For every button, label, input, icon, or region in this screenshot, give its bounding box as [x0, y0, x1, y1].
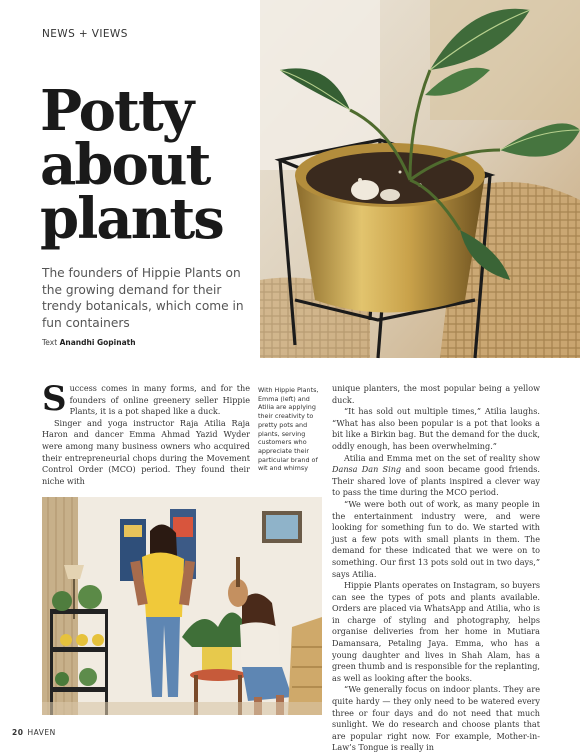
headline [40, 78, 255, 252]
body-paragraph: “We were both out of work, as many people in the entertainment industry were, and were looking for something fun to do. We started with just a few pots with small plants in them. The demand for these indicated that we were on to something. Our first 13 pots sold out in two days,” says Atilia. [332, 498, 540, 579]
magazine-name: HAVEN [27, 728, 56, 737]
body-column-2 [332, 383, 540, 753]
body-paragraph [42, 379, 250, 419]
standfirst: The founders of Hippie Plants on the growing demand for their trendy botanicals, which come in fun containers [42, 266, 244, 330]
body-text: uccess comes in many forms, and for the founders of online greenery seller Hippie Plants, it is a pot shaped like a duck. [69, 383, 250, 417]
hero-photo [260, 0, 580, 358]
byline [42, 338, 136, 347]
body-paragraph: unique planters, the most popular being a yellow duck. [332, 383, 540, 405]
show-title: Dansa Dan Sing [332, 464, 402, 475]
page-number: 20 [12, 728, 24, 737]
body-column-1 [42, 379, 250, 488]
photo-caption: With Hippie Plants, Emma (left) and Atilia are applying their creativity to pretty pots and plants, serving customers who appreciate their particular brand of wit and whimsy [258, 386, 319, 473]
hero-plant-illustration [260, 0, 580, 358]
body-text: Atilia and Emma met on the set of reality show [344, 452, 540, 463]
byline-prefix: Text [42, 338, 58, 347]
body-text: and soon became good friends. Their shared love of plants inspired a clever way to pass the time during the MCO period. [332, 464, 540, 498]
body-paragraph: Singer and yoga instructor Raja Atilia Raja Haron and dancer Emma Ahmad Yazid Wyder were among many business owners who acquired their entrepreneurial chops during the Movement Control Order (MCO) period. They found their niche with [42, 417, 250, 486]
founders-illustration [42, 497, 322, 715]
section-label: NEWS + VIEWS [42, 28, 128, 40]
page-footer [12, 728, 56, 737]
byline-author: Anandhi Gopinath [59, 338, 136, 347]
body-paragraph: “It has sold out multiple times,” Atilia laughs. “What has also been popular is a pot that looks a bit like a Birkin bag. But the demand for the duck, oddly enough, has been overwhelming.” [332, 406, 540, 451]
founders-photo [42, 497, 322, 715]
headline-line-2: about [40, 132, 210, 198]
body-paragraph: Hippie Plants operates on Instagram, so buyers can see the types of pots and plants available. Orders are placed via WhatsApp and Atilia, who is in charge of styling and photography, helps organise deliveries from her home in Mutiara Damansara, Petaling Jaya. Emma, who has a young daughter and lives in Shah Alam, has a green thumb and is responsible for the replanting, as well as looking after the books. [332, 580, 540, 683]
headline-line-3: plants [40, 186, 223, 252]
body-paragraph: “We generally focus on indoor plants. They are quite hardy — they only need to be watered every three or four days and do not need that much sunlight. We do research and choose plants that are popular right now. For example, Mother-in-Law’s Tongue is really in [332, 684, 540, 753]
body-paragraph [332, 453, 540, 499]
drop-cap: S [42, 379, 67, 419]
headline-line-1: Potty [40, 78, 193, 144]
